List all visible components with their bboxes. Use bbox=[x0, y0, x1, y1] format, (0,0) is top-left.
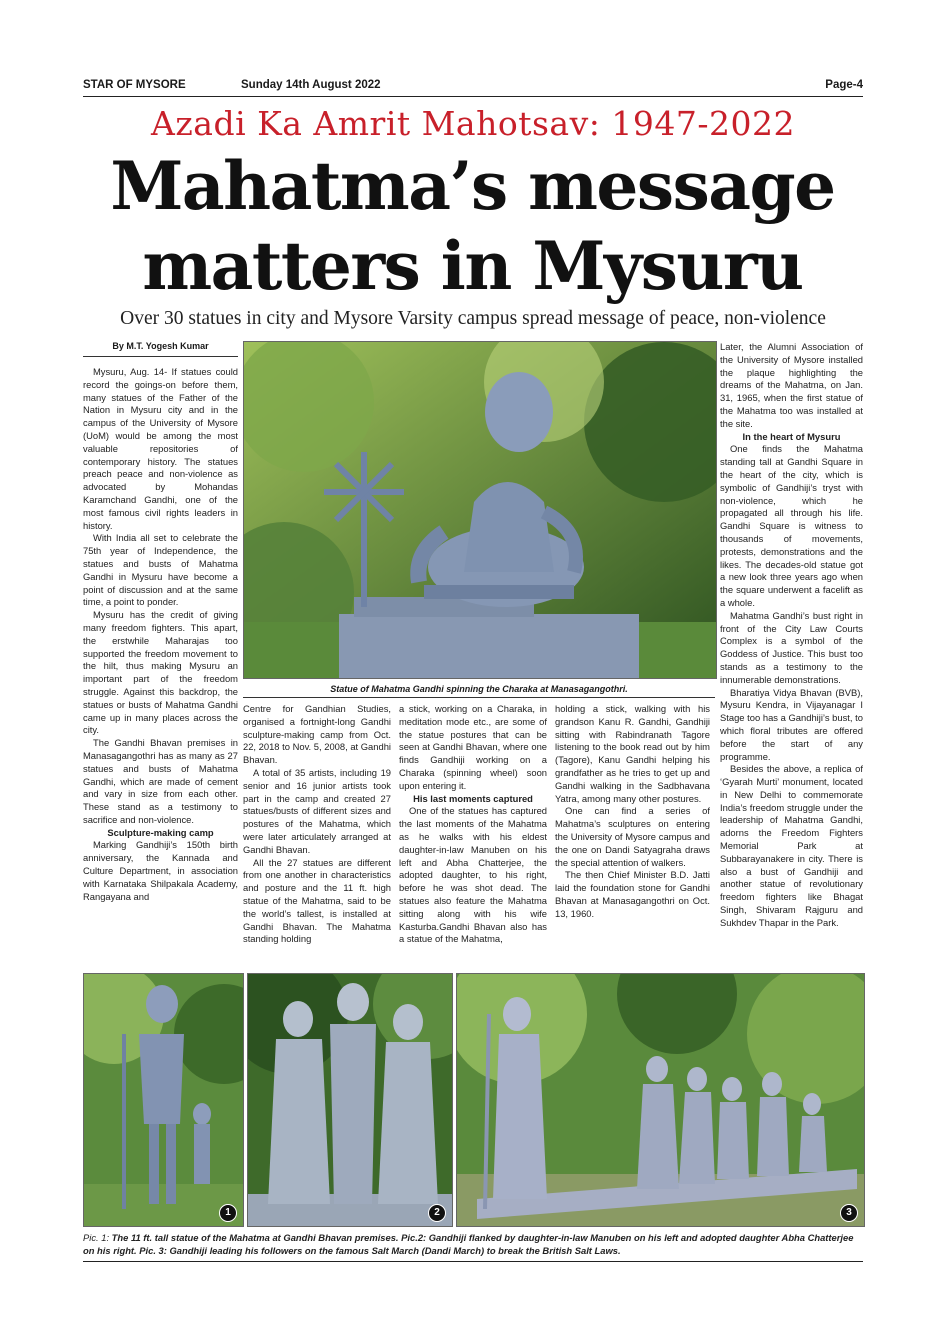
bottom-rule bbox=[83, 1261, 863, 1262]
paragraph: The then Chief Minister B.D. Jatti laid the foundation stone for Gandhi Bhavan at Manasagangothri on Oct. 13, 1960. bbox=[555, 869, 710, 919]
flanked-statue-illustration bbox=[248, 974, 452, 1226]
paragraph: Later, the Alumni Association of the University of Mysore installed the plaque highlighting the dreams of the Mahatma, on Jan. 31, 1965, when the first statue of the Mahatma too was installed at the site. bbox=[720, 341, 863, 429]
caption-rule bbox=[243, 697, 715, 698]
dandi-march-illustration bbox=[457, 974, 864, 1226]
paragraph: A total of 35 artists, including 19 senior and 16 junior artists took part in the camp and created 27 statues/busts of different sizes and postures of the Mahatma, which were later articulately arranged at Gandhi Bhavan. bbox=[243, 766, 391, 855]
photo-number-badge: 3 bbox=[840, 1204, 858, 1222]
paragraph: The Gandhi Bhavan premises in Manasagangothri has as many as 27 statues and busts of Mahatma Gandhi, which are made of cement and vary in size from each other. These stand as a testimony to sacrifice and non-violence. bbox=[83, 737, 238, 825]
headline-line-1: Mahatma’s message bbox=[110, 147, 835, 225]
paragraph: Marking Gandhiji’s 150th birth anniversary, the Kannada and Culture Department, in association with Karnataka Shilpakala Academy, Rangayana and bbox=[83, 839, 238, 902]
byline: By M.T. Yogesh Kumar bbox=[112, 341, 209, 351]
column-4 bbox=[555, 703, 710, 921]
masthead-rule bbox=[83, 96, 863, 97]
photo-number-badge: 1 bbox=[219, 1204, 237, 1222]
paragraph: Besides the above, a replica of ‘Gyarah Murti’ monument, located in New Delhi to commemorate India’s freedom struggle under the leadership of Mahatma Gandhi, adorns the Freedom Fighters Memorial Park at Subbarayanakere in city. There is also a bust of Gandhiji and another statue of revolutionary freedom fighters like Bhagat Singh, Shivaram Rajguru and Sukhdev Thapar in the Park. bbox=[720, 763, 863, 928]
main-photo-charaka-statue bbox=[243, 341, 717, 679]
subheading: In the heart of Mysuru bbox=[742, 430, 841, 442]
paragraph: One can find a series of Mahatma’s sculptures on entering the University of Mysore campus and the one on Dandi Satyagraha draws the special attention of walkers. bbox=[555, 805, 710, 868]
paragraph: Mahatma Gandhi’s bust right in front of the City Law Courts Complex is a symbol of the Goddess of Justice. This bust too stands as a testimony to the innumerable demonstrations. bbox=[720, 609, 863, 685]
photo-2-gandhi-flanked bbox=[247, 973, 453, 1227]
paragraph: One of the statues has captured the last moments of the Mahatma as he walks with his eldest daughter-in-law Manuben on his left and Abha Chatterjee, the adopted daughter, to his right, before he was shot dead. The statues also feature the Mahatma sitting along with his wife Kasturba.Gandhi Bhavan also has a statue of the Mahatma, bbox=[399, 805, 547, 945]
tall-statue-illustration bbox=[84, 974, 243, 1226]
paragraph: a stick, working on a Charaka, in meditation mode etc., are some of the statue postures that can be seen at Gandhi Bhavan, where one finds Gandhiji working on a Charaka (spinning wheel) soon upon entering it. bbox=[399, 703, 547, 791]
headline-line-2: matters in Mysuru bbox=[142, 227, 803, 305]
deck: Over 30 statues in city and Mysore Varsity campus spread message of peace, non-violence bbox=[120, 308, 826, 329]
subheading: Sculpture-making camp bbox=[107, 826, 214, 838]
paragraph: Mysuru, Aug. 14- If statues could record the goings-on before them, many statues of the Father of the Nation in Mysuru city and in the campus of the University of Mysore (UoM) would be among the most valuable repositories of contemporary history. The statues preach peace and non-violence as advocated by Mohandas Karamchand Gandhi, one of the most famous civil rights leaders in history. bbox=[83, 366, 238, 531]
byline-rule bbox=[83, 356, 238, 357]
photo-1-tall-statue bbox=[83, 973, 244, 1227]
issue-date: Sunday 14th August 2022 bbox=[241, 79, 381, 91]
headline bbox=[50, 146, 895, 306]
caption-text: The 11 ft. tall statue of the Mahatma at Gandhi Bhavan premises. Pic.2: Gandhiji flanked by daughter-in-law Manuben on his left and adopted daughter Abha Chatterjee on his right. Pic. 3: Gandhiji leading his followers on the famous Salt March (Dandi March) to break the British Salt Laws. bbox=[83, 1232, 854, 1256]
paragraph: One finds the Mahatma standing tall at Gandhi Square in the heart of the city, which is symbolic of Gandhiji’s tryst with non-violence, which he propagated all through his life. Gandhi Square is witness to thousands of movements, protests, demonstrations and the likes. The decades-old statue got a new look three years ago when the square underwent a facelift as a whole. bbox=[720, 443, 863, 608]
column-1 bbox=[83, 366, 238, 903]
main-photo-caption: Statue of Mahatma Gandhi spinning the Charaka at Manasagangothri. bbox=[330, 684, 628, 694]
paragraph: All the 27 statues are different from one another in characteristics and posture and the 11 ft. high statue of the Mahatma, said to be the world’s tallest, is installed at Gandhi Bhavan. The Mahatma standing holding bbox=[243, 856, 391, 945]
bottom-photos-caption bbox=[83, 1231, 863, 1257]
column-2 bbox=[243, 703, 391, 946]
masthead bbox=[83, 79, 863, 95]
kicker: Azadi Ka Amrit Mahotsav: 1947-2022 bbox=[151, 104, 795, 143]
column-3 bbox=[399, 703, 547, 946]
paragraph: holding a stick, walking with his grandson Kanu R. Gandhi, Gandhiji sitting with Rabindranath Tagore listening to the book read out by him (Tagore), Kanu Gandhi helping his grandfather as he tries to get up and Gandhi walking in the Sadbhavana Yatra, among many other postures. bbox=[555, 703, 710, 804]
paragraph: With India all set to celebrate the 75th year of Independence, the statues and busts of Mahatma Gandhi in Mysuru have become a point of discussion and at the same time, a point to ponder. bbox=[83, 532, 238, 608]
paragraph: Centre for Gandhian Studies, organised a fortnight-long Gandhi sculpture-making camp from Oct. 22, 2018 to Nov. 5, 2008, at Gandhi Bhavan. bbox=[243, 703, 391, 766]
charaka-statue-illustration bbox=[244, 342, 716, 678]
paragraph: Mysuru has the credit of giving many freedom fighters. This apart, the erstwhile Maharajas too supported the freedom movement to the hilt, thus making Mysuru an important part of the freedom struggle. Against this backdrop, the statues or busts of Mahatma Gandhi came up in many places across the city. bbox=[83, 609, 238, 736]
paper-name: STAR OF MYSORE bbox=[83, 79, 186, 91]
photo-3-dandi-march bbox=[456, 973, 865, 1227]
subheading: His last moments captured bbox=[413, 792, 533, 804]
page-number: Page-4 bbox=[825, 79, 863, 91]
photo-number-badge: 2 bbox=[428, 1204, 446, 1222]
paragraph: Bharatiya Vidya Bhavan (BVB), Mysuru Kendra, in Vijayanagar I Stage too has a Gandhiji’s bust, to which floral tributes are offered before the start of any programme. bbox=[720, 686, 863, 762]
caption-lead: Pic. 1: bbox=[83, 1232, 110, 1243]
column-5 bbox=[720, 341, 863, 930]
